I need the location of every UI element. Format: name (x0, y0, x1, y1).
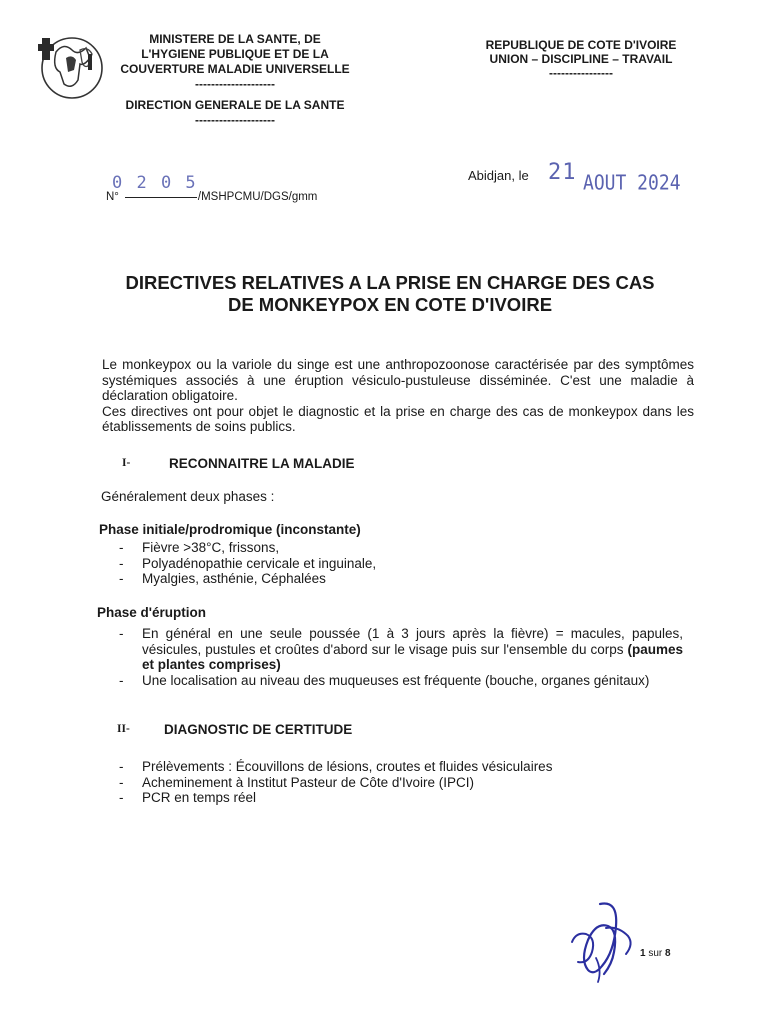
republic-name: REPUBLIQUE DE COTE D'IVOIRE (485, 38, 677, 52)
reference-prefix: N° (106, 191, 119, 203)
page-current: 1 (640, 948, 646, 959)
date-stamp-day: 21 (548, 160, 577, 185)
reference-suffix: /MSHPCMU/DGS/gmm (197, 191, 318, 203)
ministry-logo (38, 32, 106, 100)
intro-purpose: Ces directives ont pour objet le diagnostic et la prise en charge des cas de monkeypox dans les établissements de soins publics. (102, 403, 694, 434)
list-item-emphasis: (paumes et plantes comprises) (142, 641, 683, 672)
list-item: - Acheminement à Institut Pasteur de Côte d'Ivoire (IPCI) (119, 775, 679, 791)
section-number: I- (122, 457, 131, 469)
intro-definition: Le monkeypox ou la variole du singe est une anthropozoonose caractérisée par des symptômes systémiques associés à une éruption vésiculo-pustuleuse disséminée. C'est une maladie à déclaration obligatoire. (102, 357, 694, 403)
page-separator: sur (648, 948, 663, 959)
direction-name: DIRECTION GENERALE DE LA SANTE (125, 98, 345, 112)
title-line: DIRECTIVES RELATIVES A LA PRISE EN CHARGE DES CAS (125, 272, 655, 293)
date-place: Abidjan, le (468, 168, 529, 183)
diagnostic-list (119, 759, 679, 806)
national-motto: UNION – DISCIPLINE – TRAVAIL (489, 52, 673, 66)
phase-title: Phase d'éruption (97, 605, 206, 620)
handwritten-signature (566, 898, 638, 988)
title-line: DE MONKEYPOX EN COTE D'IVOIRE (227, 294, 553, 315)
list-item: - PCR en temps réel (119, 790, 679, 806)
section-title: RECONNAITRE LA MALADIE (169, 456, 355, 471)
list-item-text: En général en une seule poussée (1 à 3 jours après la fièvre) = macules, papules, vésicules, pustules et croûtes d'abord sur le visage puis sur l'ensemble du corps (142, 626, 683, 657)
separator-dashes: -------------------- (195, 77, 275, 91)
list-item: - Fièvre >38°C, frissons, (119, 540, 679, 556)
phase-symptom-list (119, 626, 683, 688)
page-number (640, 948, 671, 959)
ministry-line: MINISTERE DE LA SANTE, DE (149, 32, 321, 46)
page-total: 8 (665, 948, 671, 959)
section-number: II- (117, 723, 130, 735)
ministry-line: COUVERTURE MALADIE UNIVERSELLE (120, 62, 350, 76)
list-item: - Une localisation au niveau des muqueuses est fréquente (bouche, organes génitaux) (119, 673, 683, 689)
phase-symptom-list (119, 540, 679, 587)
phase-title: Phase initiale/prodromique (inconstante) (99, 522, 361, 537)
reference-line (106, 191, 317, 203)
separator-dashes: ---------------- (549, 66, 613, 80)
separator-dashes: -------------------- (195, 113, 275, 127)
republic-header (470, 38, 692, 80)
document-title (90, 272, 690, 316)
list-item: - Myalgies, asthénie, Céphalées (119, 571, 679, 587)
section-lead: Généralement deux phases : (101, 489, 275, 504)
list-item (119, 626, 683, 673)
list-item: - Polyadénopathie cervicale et inguinale, (119, 556, 679, 572)
intro-paragraph (102, 357, 694, 435)
date-stamp-month-year: AOUT 2024 (583, 171, 681, 196)
section-title: DIAGNOSTIC DE CERTITUDE (164, 722, 353, 737)
ministry-header (112, 32, 358, 128)
list-item: - Prélèvements : Écouvillons de lésions, croutes et fluides vésiculaires (119, 759, 679, 775)
reference-number-stamp: 0 2 0 5 (112, 173, 198, 193)
ministry-line: L'HYGIENE PUBLIQUE ET DE LA (141, 47, 329, 61)
